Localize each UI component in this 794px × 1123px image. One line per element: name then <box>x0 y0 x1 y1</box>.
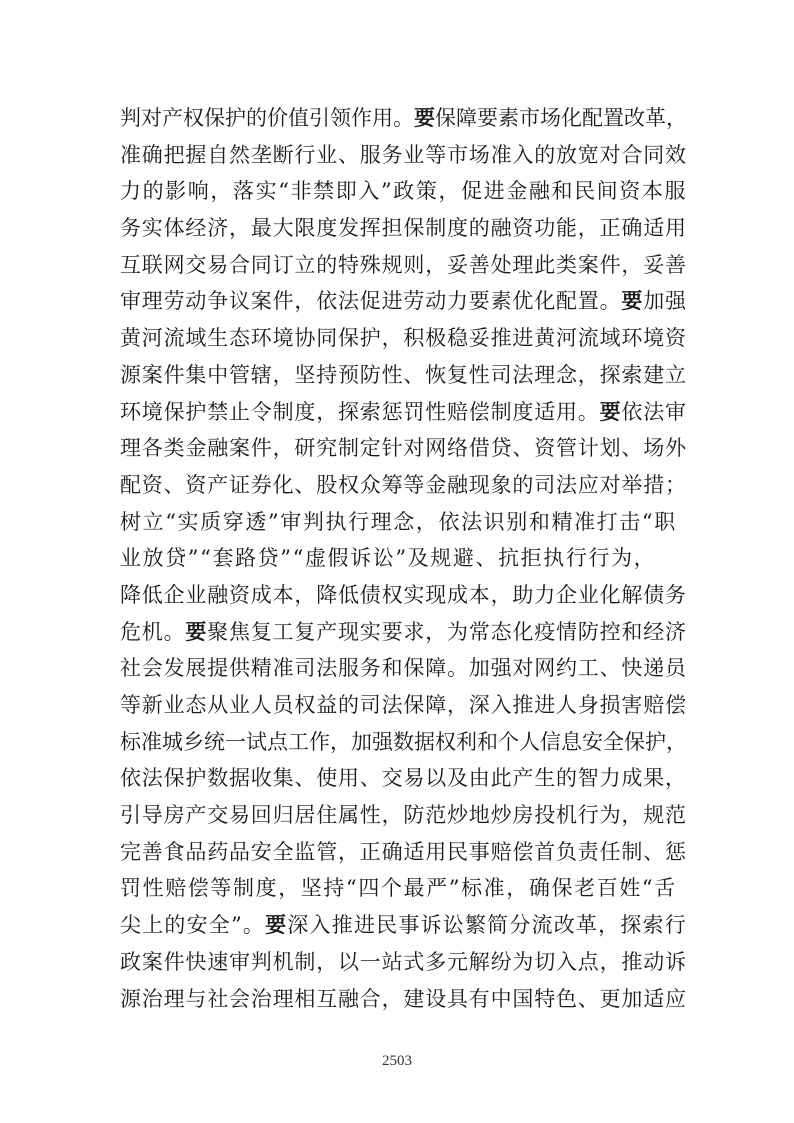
text-segment: 依法审 <box>621 399 687 424</box>
body-text <box>120 100 690 1017</box>
emphasis-word: 要 <box>185 618 208 644</box>
text-segment: 准确把握自然垄断行业、服务业等市场准入的放宽对合同效 <box>120 142 687 167</box>
text-line <box>120 870 690 907</box>
text-segment: 完善食品药品安全监管，正确适用民事赔偿首负责任制、惩 <box>120 839 687 864</box>
text-line <box>120 320 690 357</box>
text-segment: 降低企业融资成本，降低债权实现成本，助力企业化解债务 <box>120 582 687 607</box>
text-line <box>120 394 690 431</box>
text-segment: 配资、资产证券化、股权众筹等金融现象的司法应对举措； <box>120 472 687 497</box>
text-line <box>120 981 690 1018</box>
text-segment: 黄河流域生态环境协同保护，积极稳妥推进黄河流域环境资 <box>120 326 687 351</box>
text-segment: 政案件快速审判机制，以一站式多元解纷为切入点，推动诉 <box>120 949 687 974</box>
text-segment: 标准城乡统一试点工作，加强数据权利和个人信息安全保护， <box>120 729 687 754</box>
text-line <box>120 283 690 320</box>
text-segment: 等新业态从业人员权益的司法保障，深入推进人身损害赔偿 <box>120 693 687 717</box>
text-line <box>120 100 690 137</box>
text-segment: 危机。 <box>120 619 186 644</box>
text-segment: 尖上的安全”。 <box>120 913 266 938</box>
page-number: 2503 <box>382 1053 412 1069</box>
text-segment: 社会发展提供精准司法服务和保障。加强对网约工、快递员 <box>120 656 687 681</box>
text-segment: 审理劳动争议案件，依法促进劳动力要素优化配置。 <box>120 289 622 314</box>
text-line <box>120 504 690 541</box>
text-line <box>120 834 690 871</box>
text-segment: 互联网交易合同订立的特殊规则，妥善处理此类案件，妥善 <box>120 252 687 277</box>
text-line <box>120 467 690 504</box>
text-segment: 业放贷”“套路贷”“虚假诉讼”及规避、抗拒执行行为， <box>120 546 657 571</box>
text-segment: 加强 <box>643 289 687 314</box>
text-line <box>120 614 690 651</box>
text-line <box>120 430 690 467</box>
text-segment: 源案件集中管辖，坚持预防性、恢复性司法理念，探索建立 <box>120 362 687 387</box>
text-segment: 源治理与社会治理相互融合，建设具有中国特色、更加适应 <box>120 986 687 1011</box>
text-segment: 务实体经济，最大限度发挥担保制度的融资功能，正确适用 <box>120 216 687 241</box>
emphasis-word: 要 <box>265 912 288 938</box>
text-line <box>120 357 690 394</box>
text-segment: 依法保护数据收集、使用、交易以及由此产生的智力成果， <box>120 766 687 791</box>
text-line <box>120 724 690 761</box>
text-segment: 树立“实质穿透”审判执行理念，依法识别和精准打击“职 <box>120 509 677 534</box>
text-line <box>120 944 690 981</box>
text-line <box>120 797 690 834</box>
text-line <box>120 540 690 577</box>
text-line <box>120 210 690 247</box>
text-line <box>120 687 690 724</box>
text-line <box>120 907 690 944</box>
text-line <box>120 650 690 687</box>
text-line <box>120 577 690 614</box>
text-segment: 理各类金融案件，研究制定针对网络借贷、资管计划、场外 <box>120 436 687 461</box>
text-segment: 力的影响，落实“非禁即入”政策，促进金融和民间资本服 <box>120 179 688 204</box>
text-segment: 聚焦复工复产现实要求，为常态化疫情防控和经济 <box>207 619 687 644</box>
emphasis-word: 要 <box>414 105 435 130</box>
text-segment: 保障要素市场化配置改革， <box>435 106 687 130</box>
text-line <box>120 173 690 210</box>
text-segment: 引导房产交易回归居住属性，防范炒地炒房投机行为，规范 <box>120 803 687 828</box>
text-segment: 深入推进民事诉讼繁简分流改革，探索行 <box>287 913 687 938</box>
text-segment: 判对产权保护的价值引领作用。 <box>120 106 414 130</box>
emphasis-word: 要 <box>621 288 644 314</box>
text-line <box>120 137 690 174</box>
text-line <box>120 760 690 797</box>
text-segment: 罚性赔偿等制度，坚持“四个最严”标准，确保老百姓“舌 <box>120 876 677 901</box>
emphasis-word: 要 <box>599 398 622 424</box>
text-line <box>120 247 690 284</box>
text-segment: 环境保护禁止令制度，探索惩罚性赔偿制度适用。 <box>120 399 600 424</box>
